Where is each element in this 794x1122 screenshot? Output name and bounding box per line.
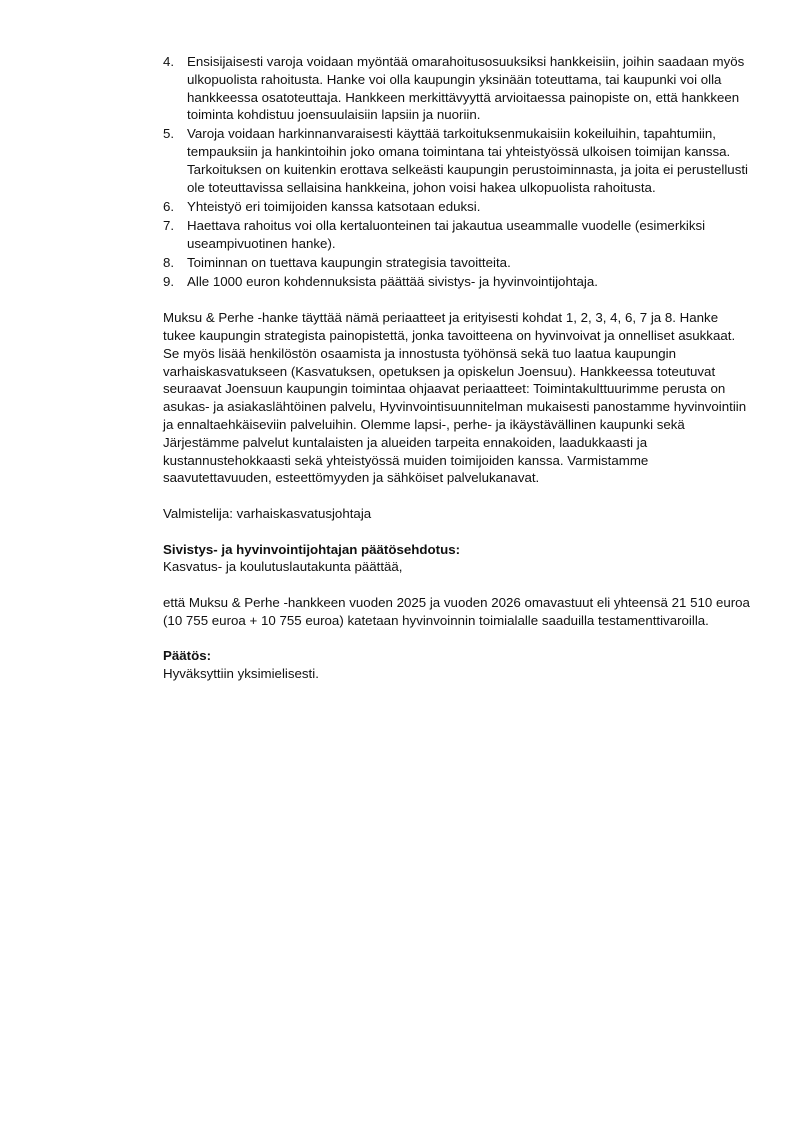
list-item (163, 217, 753, 253)
list-item (163, 198, 753, 216)
proposal-intro: Kasvatus- ja koulutuslautakunta päättää, (163, 559, 403, 575)
document-page (163, 53, 753, 683)
list-text: Ensisijaisesti varoja voidaan myöntää omarahoitusosuuksiksi hankkeisiin, joihin saadaan myös ulkopuolista rahoitusta. Hanke voi olla kaupungin yksinään toteuttama, tai kaupunki voi olla hankkeessa osatoteuttaja. Hankkeen merkittävyyttä arvioitaessa painopiste on, että hankkeen toiminta kohdistuu joensuulaisiin lapsiin ja nuoriin. (187, 54, 745, 123)
proposal-text: että Muksu & Perhe -hankkeen vuoden 2025 ja vuoden 2026 omavastuut eli yhteensä 21 510 euroa (10 755 euroa + 10 755 euroa) katetaan hyvinvoinnin toimialalle saaduilla testamenttivaroilla. (163, 595, 750, 628)
list-text: Haettava rahoitus voi olla kertaluonteinen tai jakautua useammalle vuodelle (esimerkiksi useampivuotinen hanke). (187, 217, 706, 251)
list-item (163, 273, 753, 291)
list-text: Yhteistyö eri toimijoiden kanssa katsotaan eduksi. (187, 198, 481, 214)
list-number: 4. (163, 54, 175, 69)
list-text: Toiminnan on tuettava kaupungin strategisia tavoitteita. (187, 254, 511, 270)
criteria-list (163, 53, 753, 290)
list-item (163, 125, 753, 196)
proposal-heading: Sivistys- ja hyvinvointijohtajan päätösehdotus: (163, 541, 461, 557)
list-item (163, 53, 753, 124)
decision-text: Hyväksyttiin yksimielisesti. (163, 666, 319, 682)
list-number: 7. (163, 217, 175, 233)
list-number: 8. (163, 254, 175, 270)
list-number: 9. (163, 273, 175, 289)
list-number: 5. (163, 126, 175, 142)
main-paragraph: Muksu & Perhe -hanke täyttää nämä periaatteet ja erityisesti kohdat 1, 2, 3, 4, 6, 7 ja 8. Hanke tukee kaupungin strategista painopistettä, jonka tavoitteena on hyvinvoivat ja onnelliset asukkaat. Se myös lisää henkilöstön osaamista ja innostusta työhönsä sekä tuo laatua kaupungin varhaiskasvatukseen (Kasvatuksen, opetuksen ja opiskelun Joensuu). Hankkeessa toteutuvat seuraavat Joensuun kaupungin toimintaa ohjaavat periaatteet: Toimintakulttuurimme perusta on asukas- ja asiakaslähtöinen palvelu, Hyvinvointisuunnitelman mukaisesti panostamme hyvinvointiin ja ennaltaehkäiseviin palveluihin. Olemme lapsi-, perhe- ja ikäystävällinen kaupunki sekä Järjestämme palvelut kuntalaisten ja alueiden tarpeita ennakoiden, laadukkaasti ja kustannustehokkaasti sekä yhteistyössä muiden toimijoiden kanssa. Varmistamme saavutettavuuden, esteettömyyden ja sähköiset palvelukanavat. (163, 310, 747, 486)
list-item (163, 254, 753, 272)
preparer-line: Valmistelija: varhaiskasvatusjohtaja (163, 506, 372, 522)
list-text: Alle 1000 euron kohdennuksista päättää sivistys- ja hyvinvointijohtaja. (187, 273, 598, 289)
list-number: 6. (163, 198, 175, 214)
list-text: Varoja voidaan harkinnanvaraisesti käyttää tarkoituksenmukaisiin kokeiluihin, tapahtumiin, tempauksiin ja hankintoihin joko omana toimintana tai yhteistyössä ulkoisen toimijan kanssa. Tarkoituksen on kuitenkin erottava selkeästi kaupungin perustoiminnasta, ja joita ei perustellusti ole toteuttavissa sellaisina hankkeina, johon voisi hakea ulkopuolista rahoitusta. (187, 126, 749, 195)
decision-heading: Päätös: (163, 648, 212, 664)
